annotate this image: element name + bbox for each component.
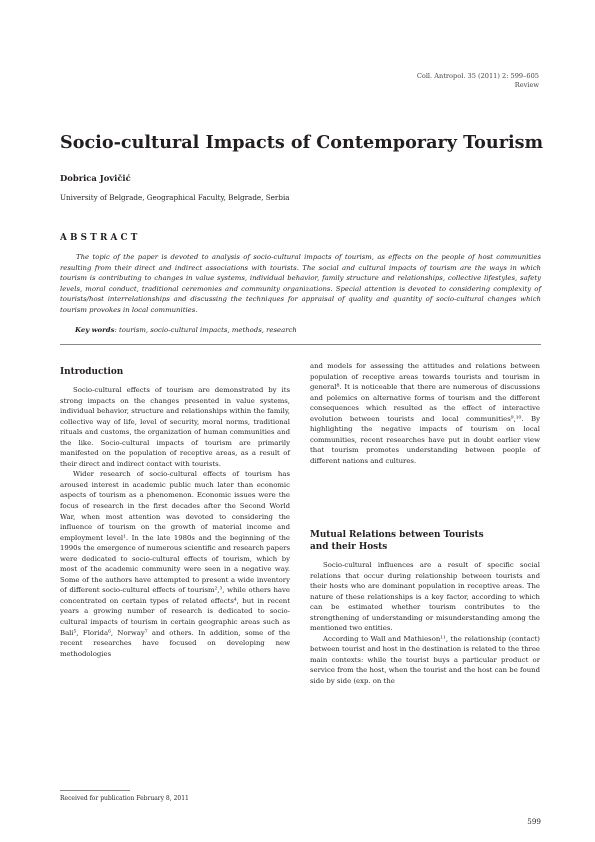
journal-reference: [417, 72, 539, 90]
article-type: Review: [514, 81, 539, 89]
heading-line: and their Hosts: [310, 542, 388, 552]
page-number: 599: [527, 817, 541, 826]
section-heading-mutual-relations: [310, 529, 540, 553]
footnote-divider: [60, 790, 130, 791]
paragraph: Socio-cultural influences are a result of specific social relations that occur during relationship between tourists and their hosts who are dominant population in receptive areas. The nature of these relationships is a key factor, according to which can be estimated whether tourism contributes to the strengthening of understanding or misunderstanding among the mentioned two entities.: [310, 561, 540, 633]
keywords-list: : tourism, socio-cultural impacts, methods, research: [114, 326, 297, 334]
heading-line: Mutual Relations between Tourists: [310, 530, 484, 540]
paragraph: Socio-cultural effects of tourism are demonstrated by its strong impacts on the changes presented in value systems, individual behavior, structure and relationships within the family, collective way of life, level of security, moral norms, traditional rituals and customs, the organization of human communities and the like. Socio-cultural impacts of tourism are primarily manifested on the population of receptive areas, as a result of their direct and indirect contact with tourists.: [60, 386, 290, 468]
paper-title: Socio-cultural Impacts of Contemporary Tourism: [60, 132, 544, 153]
section-heading-introduction: Introduction: [60, 367, 124, 377]
paragraph: Wider research of socio-cultural effects of tourism has aroused interest in academic public much later than economic aspects of tourism as a phenomenon. Economic issues were the focus of research in the first decades after the Second World War, when most attention was devoted to considering the influence of tourism on the growth of material income and employment level¹. In the late 1980s and the beginning of the 1990s the emergence of numerous scientific and research papers were dedicated to socio-cultural effects of tourism, which by most of the academic community were seen in a negative way. Some of the authors have attempted to present a wide inventory of different socio-cultural effects of tourism²,³, while others have concentrated on certain types of related effects⁴, but in recent years a growing number of research is dedicated to socio-cultural impacts of tourism in certain geographic areas such as Bali⁵, Florida⁶, Norway⁷ and others. In addition, some of the recent researches have focused on developing new methodologies: [60, 470, 290, 658]
author-affiliation: University of Belgrade, Geographical Faculty, Belgrade, Serbia: [60, 193, 290, 202]
abstract-heading: ABSTRACT: [60, 233, 141, 243]
keywords-label: Key words: [75, 326, 115, 334]
left-column: [60, 385, 290, 659]
right-column-lower: [310, 560, 540, 687]
journal-citation: Coll. Antropol. 35 (2011) 2: 599–605: [416, 72, 539, 80]
paragraph: and models for assessing the attitudes and relations between population of receptive areas towards tourists and tourism in general⁸. It is noticeable that there are numerous of discussions and polemics on alternative forms of tourism and the different consequences which resulted as the effect of interactive evolution between tourists and local communities⁹,¹⁰. By highlighting the negative impacts of tourism on local communities, recent researches have put in doubt earlier view that tourism promotes understanding between people of different nations and cultures.: [310, 362, 540, 465]
right-column: [310, 361, 540, 466]
abstract-divider: [60, 344, 541, 345]
abstract-text: The topic of the paper is devoted to analysis of socio-cultural impacts of tourism, as effects on the people of host communities resulting from their direct and indirect associations with tourists. The social and cultural impacts of tourism are the ways in which tourism is contributing to changes in value systems, individual behavior, family structure and relationships, collective lifestyles, safety levels, moral conduct, traditional ceremonies and community organizations. Special attention is devoted to considering complexity of tourists/host interrelationships and discussing the techniques for appraisal of quality and quantity of socio-cultural changes which tourism provokes in local communities.: [60, 253, 541, 314]
author-name: Dobrica Jovičić: [60, 173, 131, 183]
footnote: Received for publication February 8, 2011: [60, 795, 189, 802]
keywords: [75, 326, 297, 334]
paragraph: According to Wall and Mathieson¹¹, the relationship (contact) between tourist and host in the destination is related to the three main contexts: while the tourist buys a particular product or service from the host, when the tourist and the host can be found side by side (exp. on the: [310, 634, 540, 686]
